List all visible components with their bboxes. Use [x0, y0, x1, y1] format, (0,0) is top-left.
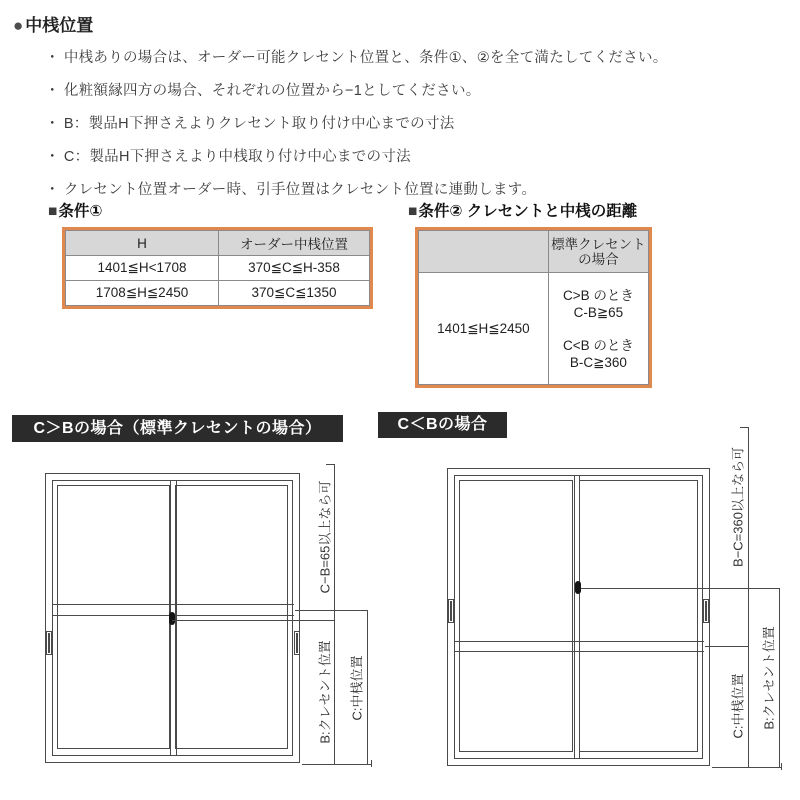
dim-tick-end — [371, 760, 372, 767]
sash-left-glass — [57, 485, 170, 749]
dim-line-gap-and-b — [334, 464, 335, 764]
pull-handle-right-inner — [296, 633, 298, 653]
ext-line-crescent — [581, 588, 779, 589]
circle-bullet-icon: ● — [13, 16, 24, 35]
dim-line-gap-and-c — [748, 427, 749, 767]
dim-label-gap: C−B=65以上なら可 — [317, 480, 333, 594]
bullet-icon: ・ — [45, 83, 60, 99]
dim-tick-end — [781, 763, 782, 770]
cell-c-range: 370≦C≦H-358 — [219, 256, 370, 281]
table-row — [66, 256, 370, 281]
note-line — [45, 108, 668, 141]
ext-line-bottom — [302, 764, 372, 765]
square-bullet-icon: ■ — [48, 203, 58, 220]
rule-line: C<B のとき — [562, 337, 634, 353]
cell-h-range: 1708≦H≦2450 — [66, 281, 219, 306]
cell-h-range: 1401≦H<1708 — [66, 256, 219, 281]
dim-label-gap: B−C=360以上なら可 — [730, 447, 746, 567]
sash-right-glass — [175, 485, 288, 749]
case-title-c-greater-b: C＞Bの場合（標準クレセントの場合） — [12, 415, 343, 442]
bullet-icon: ・ — [45, 149, 60, 165]
dim-label-crescent-position: B:クレセント位置 — [761, 626, 777, 730]
col-header-empty — [419, 231, 549, 273]
note-text: 化粧額縁四方の場合、それぞれの位置から−1としてください。 — [63, 83, 481, 99]
note-line — [45, 42, 668, 75]
pull-handle-right-inner — [705, 601, 707, 621]
ext-line-rail — [295, 610, 367, 611]
dim-tick-top — [326, 464, 335, 465]
mid-rail — [455, 641, 704, 652]
rule-line: C>B のとき — [562, 287, 634, 303]
bullet-icon: ・ — [45, 116, 60, 132]
note-text: 中桟ありの場合は、オーダー可能クレセント位置と、条件①、②を全て満たしてください。 — [63, 50, 668, 66]
col-header-order-rail-position: オーダー中桟位置 — [219, 231, 370, 256]
ext-line-rail — [705, 646, 748, 647]
dim-label-rail-position: C:中桟位置 — [730, 673, 746, 739]
rule-line: C-B≧65 — [573, 304, 624, 320]
intro-notes — [45, 42, 668, 207]
bullet-icon: ・ — [45, 50, 60, 66]
cell-c-range: 370≦C≦1350 — [219, 281, 370, 306]
col-header-standard-crescent — [548, 231, 648, 273]
condition1-heading — [48, 199, 103, 221]
header-line: の場合 — [578, 251, 619, 267]
sash-right-glass — [579, 480, 698, 752]
case-title-c-less-b: C＜Bの場合 — [378, 412, 507, 438]
header-line: 標準クレセント — [551, 236, 646, 252]
square-bullet-icon: ■ — [408, 203, 418, 220]
table-row — [66, 281, 370, 306]
spacer — [549, 321, 648, 337]
table-row — [419, 273, 649, 385]
cell-distance-rules — [548, 273, 648, 385]
page-title — [13, 11, 93, 36]
cell-h-range: 1401≦H≦2450 — [419, 273, 549, 385]
note-line — [45, 75, 668, 108]
dim-label-rail-position: C:中桟位置 — [349, 655, 365, 721]
note-text: クレセント位置オーダー時、引手位置はクレセント位置に連動します。 — [63, 182, 537, 198]
note-text: B：製品H下押さえよりクレセント取り付け中心までの寸法 — [63, 116, 455, 132]
col-header-h: H — [66, 231, 219, 256]
condition2-table — [415, 227, 652, 388]
condition1-table — [62, 227, 373, 309]
rule-line: B-C≧360 — [569, 354, 627, 370]
dim-tick-top — [740, 427, 749, 428]
condition2-heading-text: 条件② クレセントと中桟の距離 — [418, 203, 638, 220]
dim-line-c — [367, 610, 368, 764]
sash-left-glass — [459, 480, 573, 752]
ext-line-bottom — [712, 767, 782, 768]
condition2-heading — [408, 199, 637, 221]
pull-handle-left-inner — [48, 633, 50, 653]
page-title-text: 中桟位置 — [25, 16, 94, 35]
dim-line-b — [779, 588, 780, 767]
crescent-lock-mark — [169, 612, 175, 625]
ext-line-crescent — [172, 620, 334, 621]
note-line — [45, 141, 668, 174]
condition1-heading-text: 条件① — [58, 203, 103, 220]
note-text: C：製品H下押さえより中桟取り付け中心までの寸法 — [63, 149, 411, 165]
bullet-icon: ・ — [45, 182, 60, 198]
pull-handle-left-inner — [450, 601, 452, 621]
dim-label-crescent-position: B:クレセント位置 — [317, 640, 333, 744]
